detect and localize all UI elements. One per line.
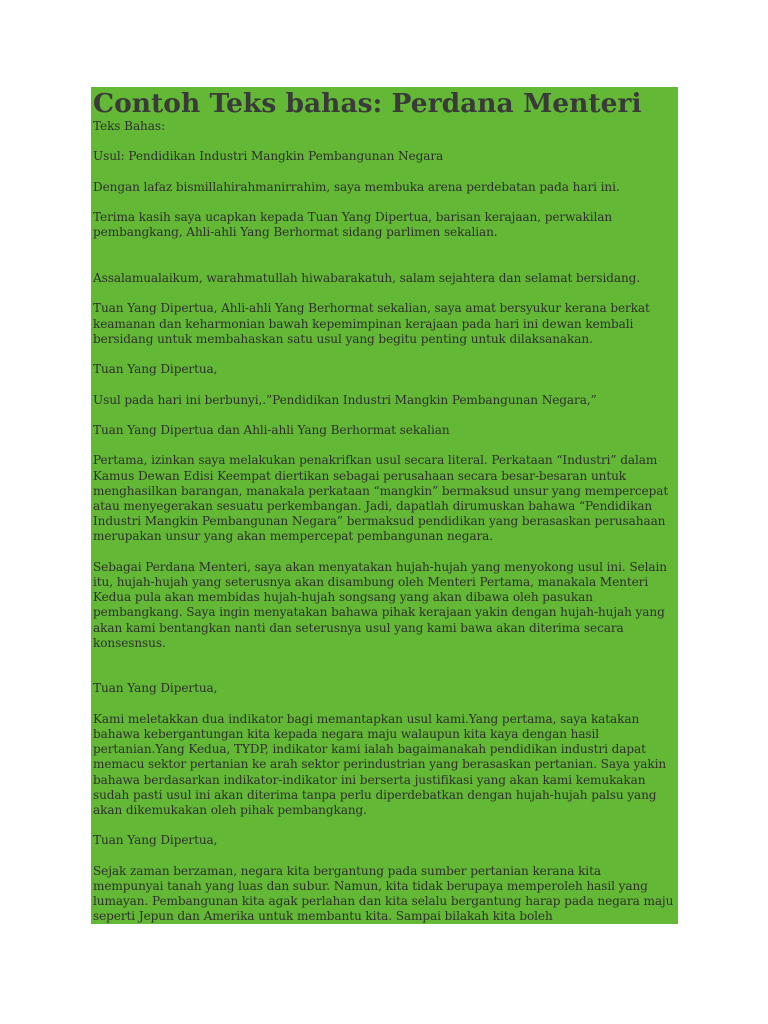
paragraph-thanks: Terima kasih saya ucapkan kepada Tuan Yang Dipertua, barisan kerajaan, perwakilan pembangkang, Ahli-ahli Yang Berhormat sidang parlimen sekalian.	[93, 210, 613, 240]
paragraph-gratitude: Tuan Yang Dipertua, Ahli-ahli Yang Berhormat sekalian, saya amat bersyukur kerana berkat keamanan dan keharmonian bawah kepemimpinan kerajaan pada hari ini dewan kembali bersidang untuk membahaskan satu usul yang begitu penting untuk dilaksanakan.	[93, 301, 650, 346]
paragraph-motion-statement: Usul pada hari ini berbunyi,.”Pendidikan Industri Mangkin Pembangunan Negara,”	[93, 392, 597, 407]
paragraph-salutation: Tuan Yang Dipertua,	[93, 833, 218, 848]
paragraph-salutation: Tuan Yang Dipertua,	[93, 681, 218, 696]
paragraph-label: Teks Bahas:	[93, 119, 165, 133]
paragraph-salutation: Tuan Yang Dipertua,	[93, 362, 218, 377]
document-title: Contoh Teks bahas: Perdana Menteri	[93, 88, 642, 119]
paragraph-salutation: Tuan Yang Dipertua dan Ahli-ahli Yang Berhormat sekalian	[93, 422, 450, 437]
document-page	[91, 87, 678, 924]
paragraph-definition: Pertama, izinkan saya melakukan penakrifkan usul secara literal. Perkataan “Industri” dalam Kamus Dewan Edisi Keempat diertikan sebagai perusahaan secara besar-besaran untuk menghasilkan barangan, manakala perkataan “mangkin” bermaksud unsur yang mempercepat atau menyegerakan sesuatu perkembangan. Jadi, dapatlah dirumuskan bahawa “Pendidikan Industri Mangkin Pembangunan Negara” bermaksud pendidikan yang berasaskan perusahaan merupakan unsur yang akan mempercepat pembangunan negara.	[93, 453, 669, 544]
paragraph-indicators: Kami meletakkan dua indikator bagi memantapkan usul kami.Yang pertama, saya katakan bahawa kebergantungan kita kepada negara maju walaupun kita kaya dengan hasil pertanian.Yang Kedua, TYDP, indikator kami ialah bagaimanakah pendidikan industri dapat memacu sektor pertanian ke arah sektor perindustrian yang berasaskan pertanian. Saya yakin bahawa berdasarkan indikator-indikator ini berserta justifikasi yang akan kami kemukakan sudah pasti usul ini akan diterima tanpa perlu diperdebatkan dengan hujah-hujah palsu yang akan dikemukakan oleh pihak pembangkang.	[93, 711, 667, 817]
paragraph-opening: Dengan lafaz bismillahirahmanirrahim, saya membuka arena perdebatan pada hari ini.	[93, 179, 620, 194]
paragraph-history: Sejak zaman berzaman, negara kita bergantung pada sumber pertanian kerana kita mempunyai tanah yang luas dan subur. Namun, kita tidak berupaya memperoleh hasil yang lumayan. Pembangunan kita agak perlahan dan kita selalu bergantung harap pada negara maju seperti Jepun dan Amerika untuk membantu kita. Sampai bilakah kita boleh	[93, 863, 674, 924]
paragraph-greeting: Assalamualaikum, warahmatullah hiwabarakatuh, salam sejahtera dan selamat bersidang.	[93, 270, 641, 285]
paragraph-roles: Sebagai Perdana Menteri, saya akan menyatakan hujah-hujah yang menyokong usul ini. Selain itu, hujah-hujah yang seterusnya akan disambung oleh Menteri Pertama, manakala Menteri Kedua pula akan membidas hujah-hujah songsang yang akan dibawa oleh pasukan pembangkang. Saya ingin menyatakan bahawa pihak kerajaan yakin dengan hujah-hujah yang akan kami bentangkan nanti dan seterusnya usul yang kami bawa akan diterima secara konsesnsus.	[93, 559, 667, 650]
document-body	[93, 119, 675, 924]
paragraph-motion: Usul: Pendidikan Industri Mangkin Pembangunan Negara	[93, 149, 444, 164]
